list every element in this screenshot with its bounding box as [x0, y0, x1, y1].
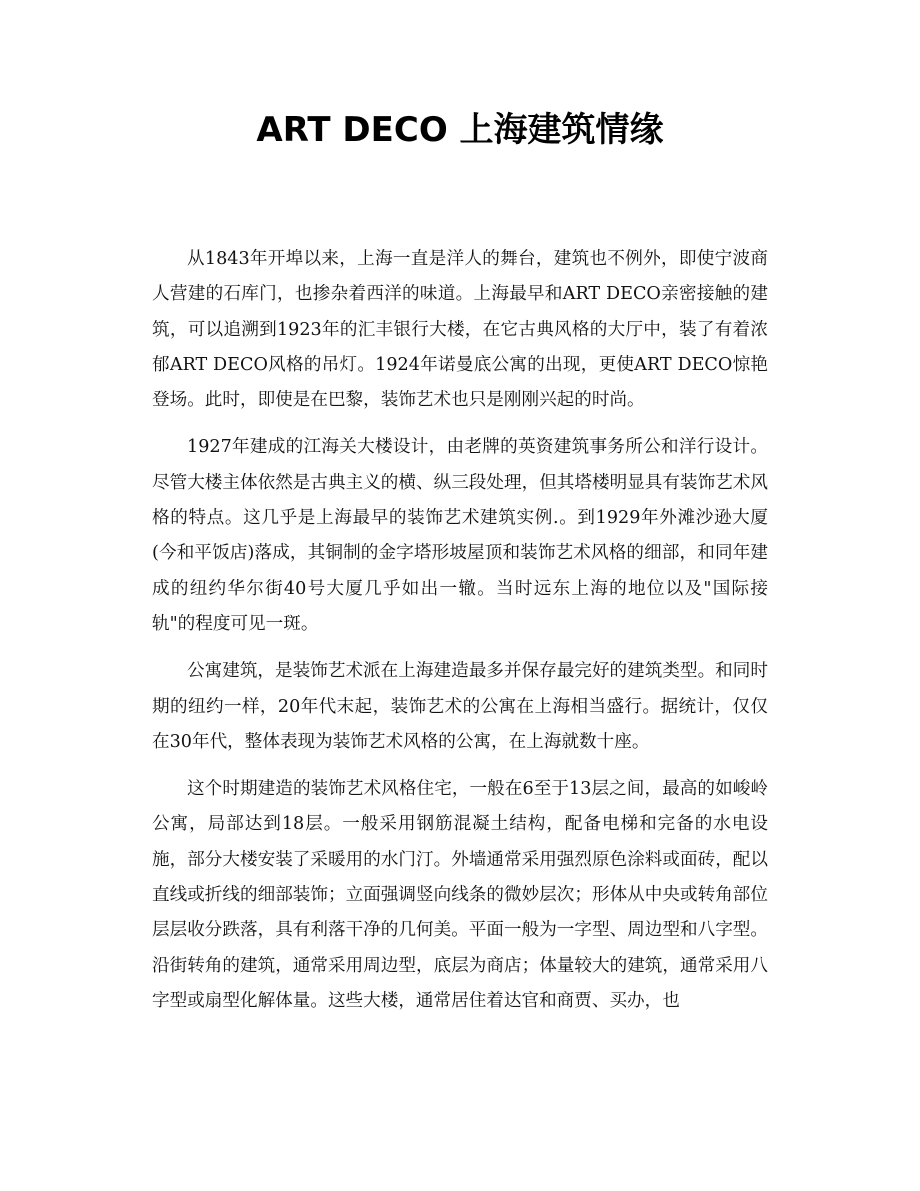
paragraph-3: 公寓建筑，是装饰艺术派在上海建造最多并保存最完好的建筑类型。和同时期的纽约一样，20年代末起，装饰艺术的公寓在上海相当盛行。据统计，仅仅在30年代，整体表现为装饰艺术风格的公寓，在上海就数十座。 — [152, 661, 768, 752]
paragraph-4: 这个时期建造的装饰艺术风格住宅，一般在6至于13层之间，最高的如峻岭公寓，局部达到18层。一般采用钢筋混凝土结构，配备电梯和完备的水电设施，部分大楼安装了采暖用的水门汀。外墙通常采用强烈原色涂料或面砖，配以直线或折线的细部装饰；立面强调竖向线条的微妙层次；形体从中央或转角部位层层收分跌落，具有利落干净的几何美。平面一般为一字型、周边型和八字型。沿街转角的建筑，通常采用周边型，底层为商店；体量较大的建筑，通常采用八字型或扇型化解体量。这些大楼，通常居住着达官和商贾、买办，也 — [152, 779, 768, 1011]
page-title: ART DECO 上海建筑情缘 — [256, 110, 664, 150]
article-body — [152, 242, 768, 1031]
paragraph-1: 从1843年开埠以来，上海一直是洋人的舞台，建筑也不例外，即使宁波商人营建的石库门，也掺杂着西洋的味道。上海最早和ART DECO亲密接触的建筑，可以追溯到1923年的汇丰银行大楼，在它古典风格的大厅中，装了有着浓郁ART DECO风格的吊灯。1924年诺曼底公寓的出现，更使ART DECO惊艳登场。此时，即使是在巴黎，装饰艺术也只是刚刚兴起的时尚。 — [152, 249, 768, 411]
paragraph-2: 1927年建成的江海关大楼设计，由老牌的英资建筑事务所公和洋行设计。尽管大楼主体依然是古典主义的横、纵三段处理，但其塔楼明显具有装饰艺术风格的特点。这几乎是上海最早的装饰艺术建筑实例.。到1929年外滩沙逊大厦(今和平饭店)落成，其铜制的金字塔形坡屋顶和装饰艺术风格的细部，和同年建成的纽约华尔街40号大厦几乎如出一辙。当时远东上海的地位以及"国际接轨"的程度可见一斑。 — [152, 437, 768, 634]
